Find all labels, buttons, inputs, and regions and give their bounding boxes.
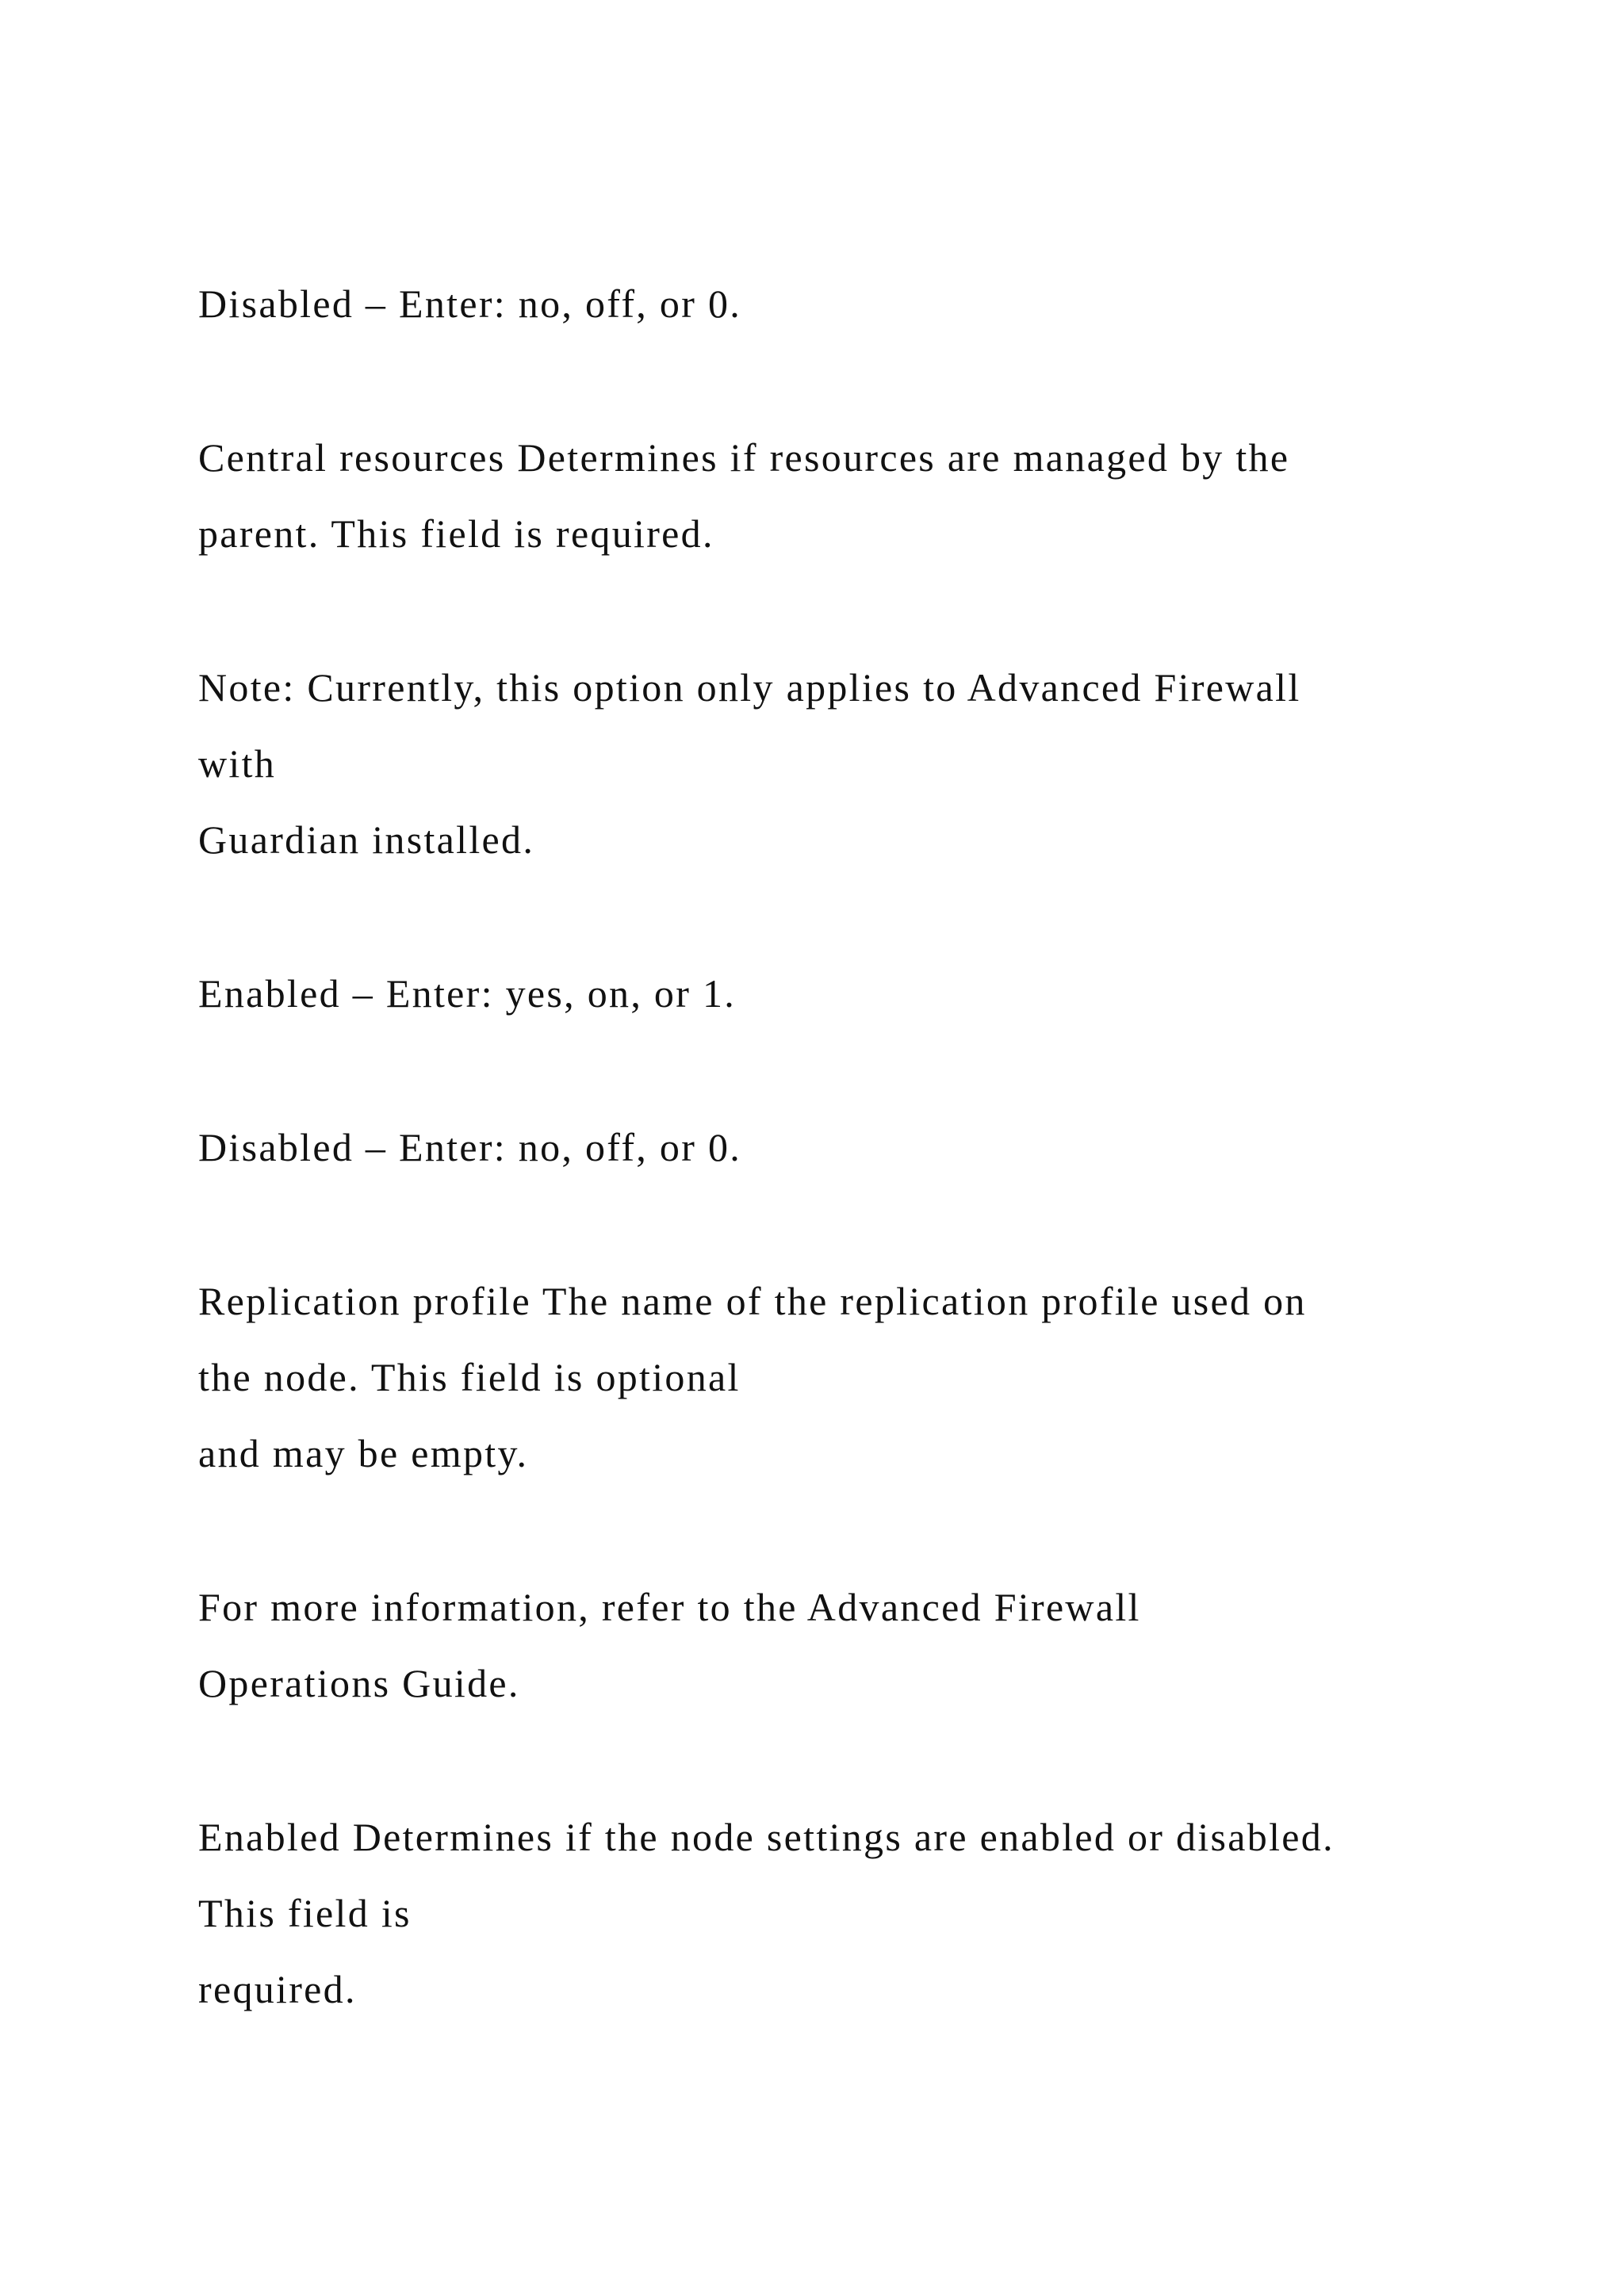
text-line: the node. This field is optional (198, 1355, 741, 1399)
text-line: with (198, 741, 277, 786)
text-line: Central resources Determines if resources are managed by the (198, 435, 1290, 480)
text-line: This field is (198, 1891, 412, 1935)
text-line: Disabled – Enter: no, off, or 0. (198, 281, 742, 326)
text-line: Enabled Determines if the node settings are enabled or disabled. (198, 1815, 1335, 1859)
text-line: For more information, refer to the Advanced Firewall (198, 1585, 1141, 1629)
text-line: Disabled – Enter: no, off, or 0. (198, 1125, 742, 1169)
text-line: Replication profile The name of the replication profile used on (198, 1279, 1307, 1323)
text-line: Note: Currently, this option only applies to Advanced Firewall (198, 665, 1301, 710)
text-line: required. (198, 1967, 357, 2011)
text-line: Operations Guide. (198, 1661, 520, 1705)
text-line: Guardian installed. (198, 817, 535, 862)
text-line: and may be empty. (198, 1431, 529, 1475)
text-line: Enabled – Enter: yes, on, or 1. (198, 971, 737, 1016)
text-line: parent. This field is required. (198, 511, 714, 556)
